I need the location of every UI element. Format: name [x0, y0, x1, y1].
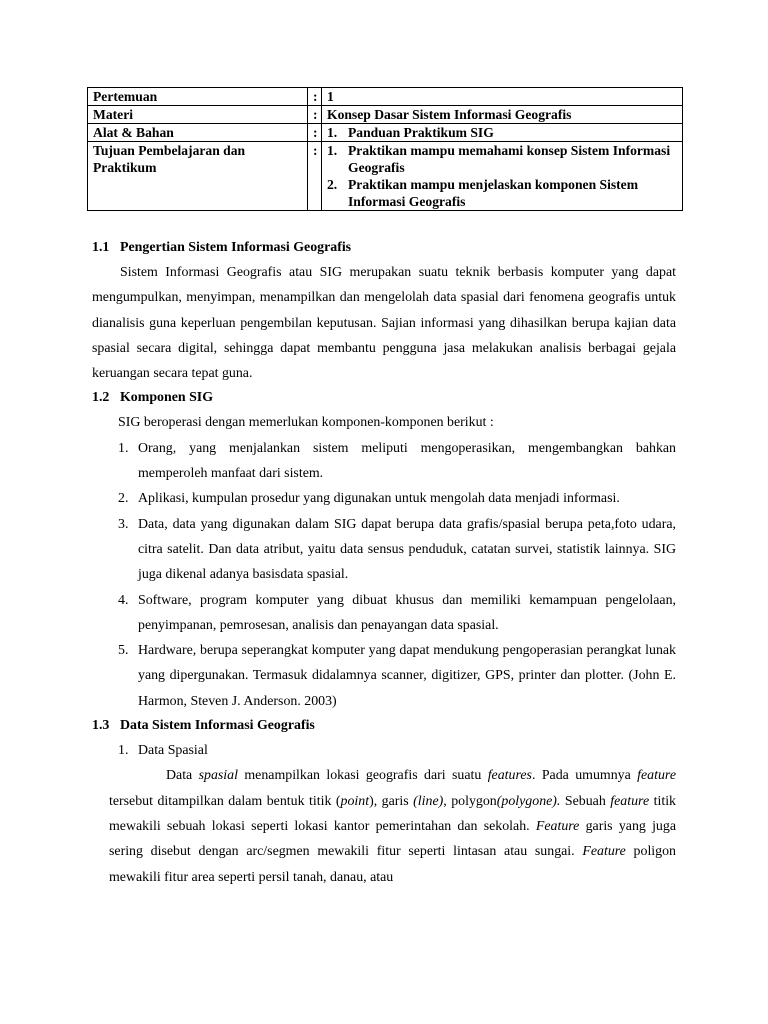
list-text: Software, program komputer yang dibuat khusus dan memiliki kemampuan pengelolaan, penyimpanan, pemrosesan, analisis dan penayangan data spasial. — [138, 592, 676, 633]
row-label: Materi — [88, 106, 308, 124]
section-heading — [92, 714, 676, 738]
italic-term: Feature — [535, 818, 580, 834]
list-item — [118, 588, 676, 639]
italic-term: features — [487, 768, 532, 784]
italic-term: Feature — [582, 844, 626, 860]
row-separator: : — [308, 124, 322, 142]
row-label: Pertemuan — [88, 88, 308, 106]
row-label: Tujuan Pembelajaran dan Praktikum — [88, 142, 308, 211]
list-number: 2. — [118, 491, 129, 507]
italic-term: feature — [637, 768, 676, 784]
section-number: 1.2 — [92, 390, 110, 406]
subsection-title: Data Spasial — [138, 743, 208, 759]
list-number: 1. — [327, 143, 338, 158]
row-value — [322, 124, 683, 142]
table-row — [88, 124, 683, 142]
row-separator: : — [308, 88, 322, 106]
list-number: 4. — [118, 592, 129, 608]
list-item — [118, 436, 676, 487]
italic-term: (polygone). — [496, 793, 561, 809]
text-run: ), garis — [369, 793, 414, 809]
table-row — [88, 142, 683, 211]
text-run: titik mewakili sebuah lokasi seperti lokasi kantor pemerintahan dan sekolah. — [109, 793, 676, 834]
section-number: 1.1 — [92, 240, 110, 255]
list-item — [118, 486, 676, 511]
list-text: Praktikan mampu memahami konsep Sistem Informasi Geografis — [348, 143, 671, 175]
italic-term: spasial — [198, 768, 238, 784]
section-title: Komponen SIG — [120, 390, 214, 406]
text-run: . Pada umumnya — [531, 768, 638, 784]
list-number: 3. — [118, 516, 129, 532]
list-text: Hardware, berupa seperangkat komputer yang dapat mendukung pengoperasian perangkat lunak yang dipergunakan. Termasuk didalamnya scanner, digitizer, GPS, printer dan plotter. (John E. Harmon, Steven J. Anderson. 2003) — [138, 643, 676, 709]
row-label: Alat & Bahan — [88, 124, 308, 142]
text-run: menampilkan lokasi geografis dari suatu — [237, 768, 488, 784]
list-text: Panduan Praktikum SIG — [348, 125, 494, 140]
list-text: Aplikasi, kumpulan prosedur yang digunakan untuk mengolah data menjadi informasi. — [138, 491, 620, 507]
italic-term: point — [340, 793, 370, 809]
row-separator: : — [308, 106, 322, 124]
list-item — [118, 638, 676, 714]
subsection-number: 1. — [118, 743, 129, 759]
text-run: poligon mewakili fitur area seperti persil tanah, danau, atau — [109, 844, 676, 885]
section-title: Data Sistem Informasi Geografis — [120, 718, 315, 734]
section-heading — [92, 386, 676, 410]
italic-term: (line) — [413, 793, 444, 809]
section-heading — [92, 236, 676, 260]
list-number: 2. — [327, 177, 338, 192]
text-run: Data — [166, 768, 199, 784]
table-row — [88, 106, 683, 124]
list-text: Praktikan mampu menjelaskan komponen Sistem Informasi Geografis — [348, 177, 639, 209]
meeting-info-table — [87, 87, 683, 211]
text-run: Sebuah — [560, 793, 611, 809]
list-item — [327, 176, 682, 210]
text-run: , polygon — [443, 793, 497, 809]
document-body — [92, 236, 676, 890]
subsection-heading — [118, 738, 676, 763]
section-paragraph: Sistem Informasi Geografis atau SIG merupakan suatu teknik berbasis komputer yang dapat mengumpulkan, menyimpan, menampilkan dan mengelolah data spasial dari fenomena geografis untuk dianalisis guna keperluan pengembilan keputusan. Sajian informasi yang dihasilkan berupa kajian data spasial secara digital, sehingga dapat membantu pengguna jasa melakukan analisis berbagai gejala keruangan secara tepat guna. — [92, 265, 676, 382]
list-text: Data, data yang digunakan dalam SIG dapat berupa data grafis/spasial berupa peta,foto udara, citra satelit. Dan data atribut, yaitu data sensus penduduk, catatan survei, statistik lainnya. SIG juga dikenal adanya basisdata spasial. — [138, 516, 676, 583]
row-value: 1 — [322, 88, 683, 106]
table-row — [88, 88, 683, 106]
list-text: Orang, yang menjalankan sistem meliputi mengoperasikan, mengembangkan bahkan memperoleh manfaat dari sistem. — [138, 440, 676, 482]
list-item — [118, 512, 676, 588]
row-separator: : — [308, 142, 322, 211]
section-title: Pengertian Sistem Informasi Geografis — [120, 240, 352, 255]
row-value: Konsep Dasar Sistem Informasi Geografis — [322, 106, 683, 124]
section-number: 1.3 — [92, 718, 110, 734]
row-value — [322, 142, 683, 211]
italic-term: feature — [610, 793, 650, 809]
subsection-paragraph — [109, 763, 676, 889]
text-run: tersebut ditampilkan dalam bentuk titik ( — [109, 793, 341, 809]
list-number: 1. — [118, 440, 129, 456]
list-item — [327, 124, 682, 141]
text-run: garis yang juga sering disebut dengan arc/segmen mewakili fitur seperti lintasan atau sungai. — [109, 818, 676, 860]
list-item — [327, 142, 682, 176]
list-number: 5. — [118, 643, 129, 659]
list-number: 1. — [327, 125, 338, 140]
section-intro: SIG beroperasi dengan memerlukan komponen-komponen berikut : — [118, 415, 494, 431]
